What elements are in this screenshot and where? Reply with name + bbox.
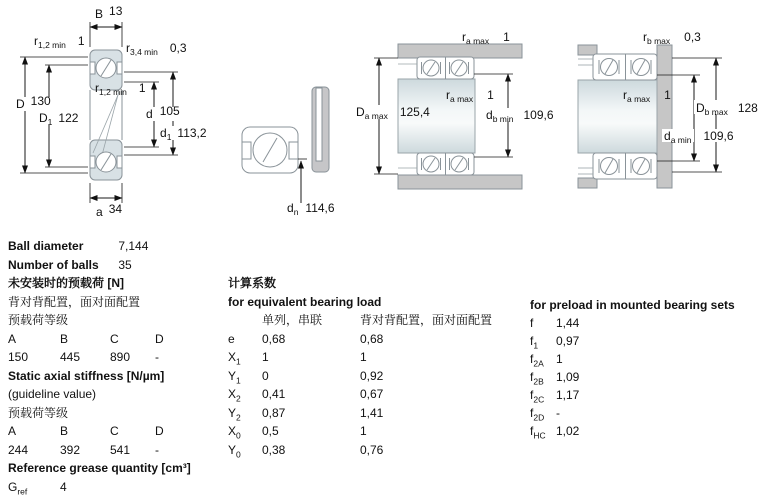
preload-arrangement: 背对背配置，面对面配置 xyxy=(8,294,141,309)
factor-row-x0: $X_0$ 0,5 1 xyxy=(228,424,367,441)
stiffness-value-row xyxy=(8,441,226,460)
grease-symbol-base: G xyxy=(8,479,18,494)
label-a: a 34 xyxy=(96,202,123,219)
housing-bottom xyxy=(398,175,522,189)
label-r12-top: $r_{1,2 min}$ 1 xyxy=(34,34,85,50)
preload-factor-row-f2a: $f_{2A}$ 1 xyxy=(530,352,563,369)
preload-header-b: B xyxy=(60,331,69,346)
shaft-section xyxy=(578,80,657,153)
grease-symbol xyxy=(8,478,60,497)
preload-unmounted-title: 未安装时的预载荷 [N] xyxy=(8,276,124,290)
stiffness-value-a: 244 xyxy=(8,442,29,457)
technical-drawings xyxy=(0,0,766,230)
calc-factors-header-row xyxy=(228,311,528,330)
label-D1: $D_1$ 122 xyxy=(39,111,79,127)
label-ra-max-mid: $r_{a max}$ 1 xyxy=(446,88,494,104)
grease-value: 4 xyxy=(60,479,67,494)
preload-factor-row-f2d: $f_{2D}$ - xyxy=(530,406,560,423)
diagram-front-section xyxy=(14,4,213,219)
factor-row-y1: $Y_1$ 0 0,92 xyxy=(228,368,384,385)
preload-header-c: C xyxy=(110,331,119,346)
calc-factors-subtitle: for equivalent bearing load xyxy=(228,294,382,309)
ball-diameter-label: Ball diameter xyxy=(8,239,84,253)
label-ra-max-top: $r_{a max}$ 1 xyxy=(462,30,510,46)
bearing-pair-bottom xyxy=(398,153,474,175)
factor-row-x2: $X_2$ 0,41 0,67 xyxy=(228,387,384,404)
preload-value-c: 890 xyxy=(110,350,131,364)
bearing-pair-bottom xyxy=(578,153,657,179)
number-of-balls-row xyxy=(8,256,226,275)
preload-class-label: 预载荷等级 xyxy=(8,313,69,327)
label-D: D 130 xyxy=(16,94,51,111)
col-single-header: 单列，串联 xyxy=(262,313,323,327)
preload-value-row xyxy=(8,348,226,367)
label-r12-inner: $r_{1,2 min}$ 1 xyxy=(95,81,146,97)
grease-title: Reference grease quantity [cm³] xyxy=(8,461,191,475)
preload-header-row xyxy=(8,330,226,349)
dim-dn xyxy=(298,159,307,203)
preload-factor-row-fhc: $f_{HC}$ 1,02 xyxy=(530,424,580,441)
bearing-pair-top xyxy=(398,57,474,79)
stiffness-header-b: B xyxy=(60,424,69,438)
stiffness-value-b: 392 xyxy=(60,442,81,457)
preload-factor-row-f2c: $f_{2C}$ 1,17 xyxy=(530,388,580,405)
stiffness-header-row xyxy=(8,422,226,441)
diagram-pair-housing xyxy=(354,30,554,189)
number-of-balls-label: Number of balls xyxy=(8,257,99,272)
preload-value-d: - xyxy=(155,350,159,364)
col-paired-header: 背对背配置，面对面配置 xyxy=(360,313,493,327)
stiffness-header-c: C xyxy=(110,424,119,438)
seal-washer xyxy=(312,87,329,172)
label-da-min: $d_{a min}$ 109,6 xyxy=(664,129,734,145)
stiffness-title: Static axial stiffness [N/µm] xyxy=(8,368,165,383)
preload-header-d: D xyxy=(155,331,164,346)
label-Db-max: $D_{b max}$ 128 xyxy=(696,101,758,117)
ball-diameter-value: 7,144 xyxy=(118,239,149,253)
calc-factors-column xyxy=(228,274,528,459)
preload-header-a: A xyxy=(8,331,17,346)
stiffness-header-a: A xyxy=(8,424,17,438)
stiffness-class-label: 预载荷等级 xyxy=(8,405,69,420)
bearing-outline xyxy=(90,50,122,180)
preload-value-b: 445 xyxy=(60,350,81,364)
dim-B xyxy=(90,22,122,47)
factor-row-y0: $Y_0$ 0,38 0,76 xyxy=(228,442,384,459)
factor-row-y2: $Y_2$ 0,87 1,41 xyxy=(228,405,384,422)
label-db-min: $d_{b min}$ 109,6 xyxy=(486,108,554,124)
spec-column-left xyxy=(8,237,226,496)
label-rb-max: $r_{b max}$ 0,3 xyxy=(643,30,701,46)
preload-factor-row-f: f 1,44 xyxy=(530,316,580,330)
label-r34: $r_{3,4 min}$ 0,3 xyxy=(126,41,187,57)
factor-row-e: e 0,68 0,68 xyxy=(228,331,384,346)
preload-factor-row-f1: $f_1$ 0,97 xyxy=(530,334,580,351)
preload-factor-row-f2b: $f_{2B}$ 1,09 xyxy=(530,370,580,387)
preload-value-a: 150 xyxy=(8,350,29,364)
factor-row-x1: $X_1$ 1 1 xyxy=(228,350,367,367)
shaft-shoulder xyxy=(657,45,672,188)
stiffness-note: (guideline value) xyxy=(8,387,97,401)
calc-factors-title-cn: 计算系数 xyxy=(228,276,277,290)
number-of-balls-value: 35 xyxy=(118,257,132,272)
housing-top xyxy=(398,44,522,58)
label-Da-max: $D_{a max}$ 125,4 xyxy=(356,105,430,121)
label-B: B 13 xyxy=(95,4,123,21)
diagram-side-view xyxy=(242,87,335,217)
bearing-pair-top xyxy=(578,54,657,80)
grease-row xyxy=(8,478,226,497)
stiffness-value-c: 541 xyxy=(110,442,131,457)
ball-diameter-row xyxy=(8,237,226,256)
label-d: d 105 xyxy=(146,104,180,121)
preload-factors-column xyxy=(530,297,760,440)
label-dn: $d_n$ 114,6 xyxy=(287,201,335,217)
grease-symbol-sub: ref xyxy=(17,485,28,496)
dim-a xyxy=(90,183,122,203)
label-d1: $d_1$ 113,2 xyxy=(160,126,207,142)
preload-factors-title: for preload in mounted bearing sets xyxy=(530,298,735,312)
label-ra-max: $r_{a max}$ 1 xyxy=(623,88,671,104)
stiffness-value-d: - xyxy=(155,442,159,457)
diagram-pair-shaft xyxy=(578,30,758,188)
stiffness-header-d: D xyxy=(155,424,164,438)
